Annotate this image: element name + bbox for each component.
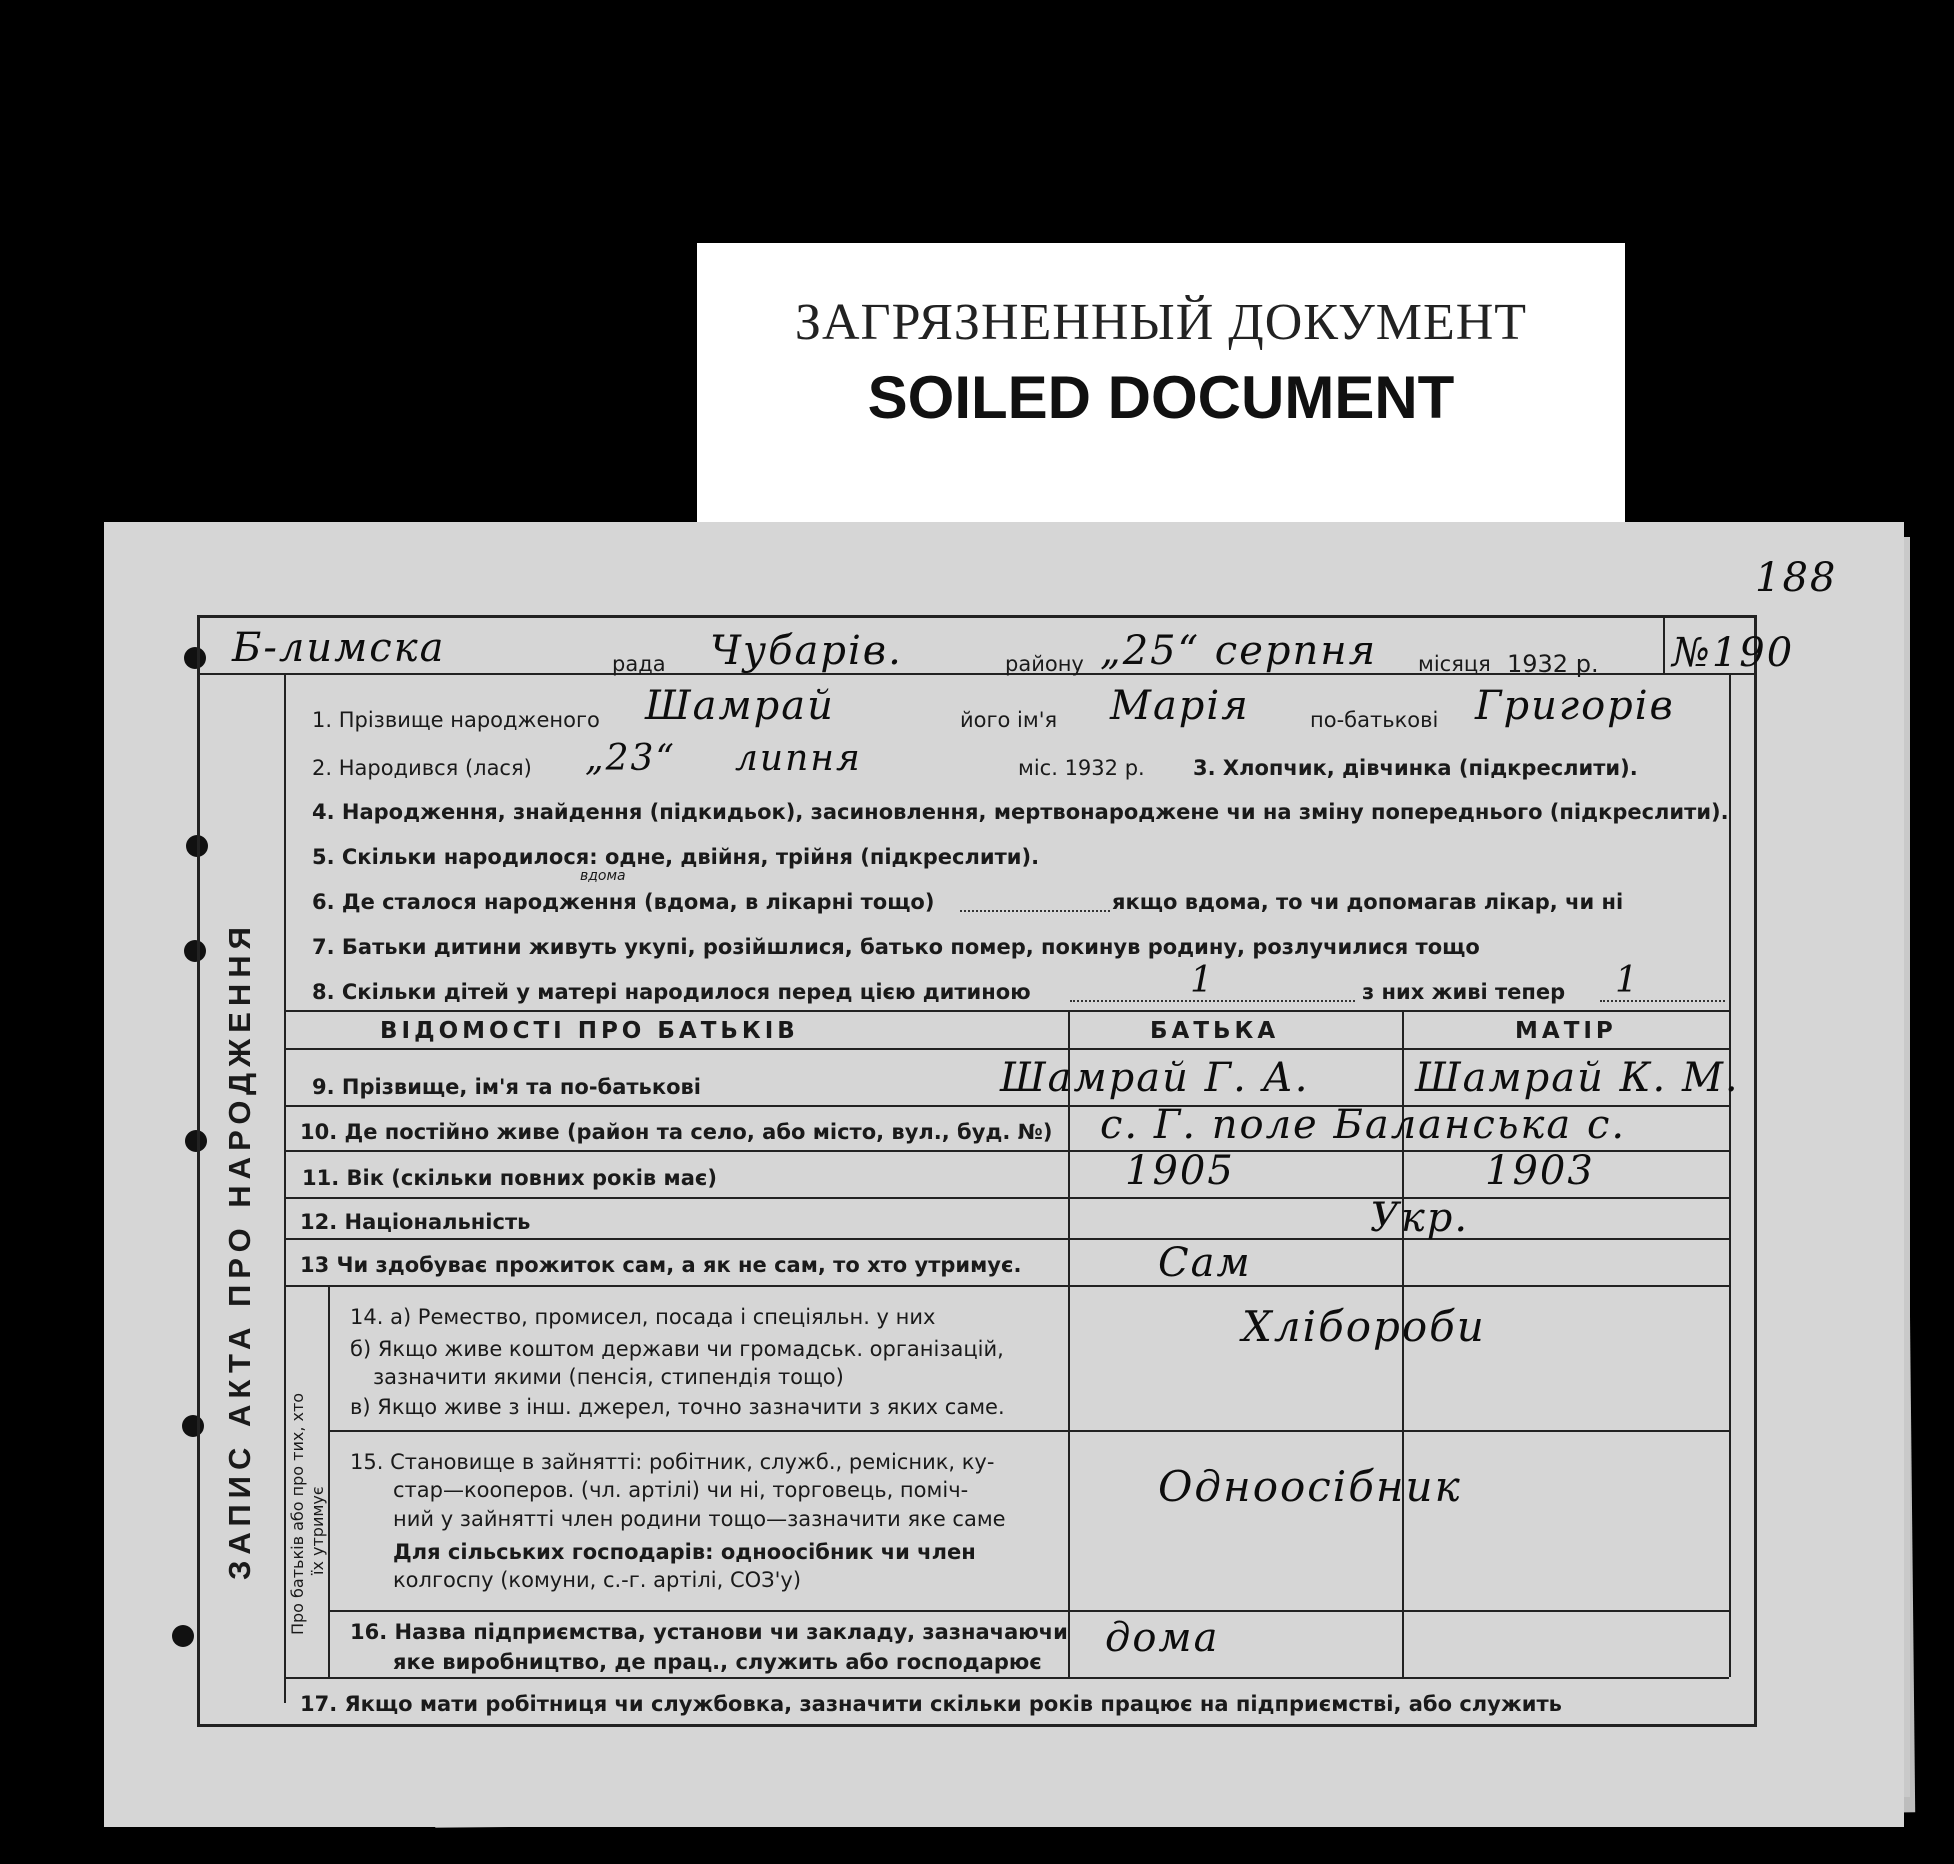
child-name-label: його ім'я — [960, 708, 1058, 732]
workplace: дома — [1105, 1615, 1220, 1661]
line-5: 5. Скільки народилося: одне, двійня, трійня (підкреслити). — [312, 845, 1040, 869]
record-number: №190 — [1672, 630, 1795, 676]
row-15c-label: ний у зайнятті член родини тощо—зазначити яке саме — [393, 1507, 1006, 1531]
children-alive: 1 — [1615, 960, 1640, 1001]
soiled-document-label — [697, 243, 1625, 533]
line-1-label: 1. Прізвище народженого — [312, 708, 600, 732]
label-english-text: SOILED DOCUMENT — [867, 364, 1455, 431]
punch-hole — [172, 1625, 194, 1647]
council-label: рада — [612, 652, 666, 676]
row-17-label: 17. Якщо мати робітниця чи службовка, зазначити скільки років працює на підприємстві, або служить — [300, 1692, 1562, 1716]
row-11-label: 11. Вік (скільки повних років має) — [302, 1166, 717, 1190]
title-column-divider — [284, 673, 286, 1703]
father-full-name: Шамрай Г. А. — [1000, 1055, 1310, 1101]
day-value: „25“ серпня — [1100, 628, 1378, 674]
form-vertical-title: ЗАПИС АКТА ПРО НАРОДЖЕННЯ — [222, 921, 257, 1580]
row-12-label: 12. Національність — [300, 1210, 531, 1234]
mother-full-name: Шамрай К. М. — [1415, 1055, 1740, 1101]
line-3-sex: 3. Хлопчик, дівчинка (підкреслити). — [1193, 756, 1638, 780]
row-line — [284, 1197, 1729, 1199]
self-supporting: Сам — [1158, 1240, 1252, 1286]
column-father: БАТЬКА — [1150, 1018, 1280, 1044]
side-label-line-1: Про батьків або про тих, хто — [288, 1392, 307, 1635]
child-patronymic: Григорів — [1475, 683, 1675, 729]
row-15a-label: 15. Становище в зайнятті: робітник, служб., ремісник, ку- — [350, 1450, 995, 1474]
year-value: 1932 р. — [1507, 650, 1599, 678]
child-name: Марія — [1110, 683, 1250, 729]
birth-day: „23“ — [585, 738, 676, 779]
line-4: 4. Народження, знайдення (підкидьок), засиновлення, мертвонароджене чи на зміну попереднього (підкреслити). — [312, 800, 1729, 824]
father-birth-year: 1905 — [1125, 1148, 1235, 1194]
line-6-dots — [960, 910, 1110, 912]
district-label: району — [1005, 652, 1084, 676]
side-column-divider — [328, 1285, 330, 1677]
side-label — [288, 1393, 328, 1635]
employment-status: Одноосібник — [1158, 1462, 1462, 1511]
row-16a-label: 16. Назва підприємства, установи чи закладу, зазначаючи — [350, 1620, 1068, 1644]
row-14a-label: 14. а) Ремество, промисел, посада і спеціяльн. у них — [350, 1305, 936, 1329]
line-8-alive-label: з них живі тепер — [1362, 980, 1566, 1004]
line-6-doctor: якщо вдома, то чи допомагав лікар, чи ні — [1112, 890, 1624, 914]
birth-year: міс. 1932 р. — [1018, 756, 1145, 780]
row-14c-label: в) Якщо живе з інш. джерел, точно зазначити з яких саме. — [350, 1395, 1005, 1419]
row-line — [284, 1677, 1729, 1679]
line-7: 7. Батьки дитини живуть укупі, розійшлися, батько помер, покинув родину, розлучилися тощо — [312, 935, 1480, 959]
row-line — [284, 1285, 1729, 1287]
page-number: 188 — [1755, 555, 1838, 601]
children-born: 1 — [1190, 960, 1215, 1001]
side-label-line-2: їх утримує — [308, 1486, 327, 1575]
record-number-divider — [1663, 615, 1665, 675]
table-head-line — [284, 1048, 1729, 1050]
row-14b-label: б) Якщо живе коштом держави чи громадськ. організацій, — [350, 1337, 1004, 1361]
label-russian-text: ЗАГРЯЗНЕННЫЙ ДОКУМЕНТ — [794, 294, 1528, 351]
row-line — [328, 1430, 1729, 1432]
line-2-label: 2. Народився (лася) — [312, 756, 532, 780]
row-line — [284, 1238, 1729, 1240]
row-15d-label: Для сільських господарів: одноосібник чи член — [393, 1540, 976, 1564]
row-10-label: 10. Де постійно живе (район та село, або місто, вул., буд. №) — [300, 1120, 1053, 1144]
line-8-label: 8. Скільки дітей у матері народилося перед цією дитиною — [312, 980, 1031, 1004]
child-patronymic-label: по-батькові — [1310, 708, 1439, 732]
row-13-label: 13 Чи здобуває прожиток сам, а як не сам, то хто утримує. — [300, 1253, 1022, 1277]
row-line — [328, 1610, 1729, 1612]
row-15e-label: колгоспу (комуни, с.-г. артілі, СОЗ'у) — [393, 1568, 802, 1592]
district-value: Чубарів. — [710, 628, 903, 674]
row-16b-label: яке виробництво, де прац., служить або господарює — [393, 1650, 1042, 1674]
nationality: Укр. — [1370, 1195, 1470, 1241]
month-label: місяця — [1418, 652, 1491, 676]
table-top-line — [284, 1010, 1729, 1012]
father-column-divider — [1068, 1010, 1070, 1677]
occupation: Хлібороби — [1242, 1302, 1486, 1351]
birth-month: липня — [735, 738, 862, 779]
council-value: Б-лимска — [232, 625, 446, 671]
mother-birth-year: 1903 — [1485, 1148, 1595, 1194]
table-right-border — [1729, 673, 1731, 1677]
column-mother: МАТІР — [1515, 1018, 1617, 1044]
row-15b-label: стар—кооперов. (чл. артілі) чи ні, торговець, поміч- — [393, 1478, 969, 1502]
line-6-note: вдома — [580, 868, 626, 884]
child-surname: Шамрай — [645, 683, 835, 729]
row-9-label: 9. Прізвище, ім'я та по-батькові — [312, 1075, 702, 1099]
column-about-parents: ВІДОМОСТІ ПРО БАТЬКІВ — [380, 1018, 799, 1044]
residence: с. Г. поле Баланська с. — [1100, 1102, 1627, 1148]
row-14b2-label: зазначити якими (пенсія, стипендія тощо) — [373, 1365, 844, 1389]
line-6-label: 6. Де сталося народження (вдома, в лікарні тощо) — [312, 890, 935, 914]
